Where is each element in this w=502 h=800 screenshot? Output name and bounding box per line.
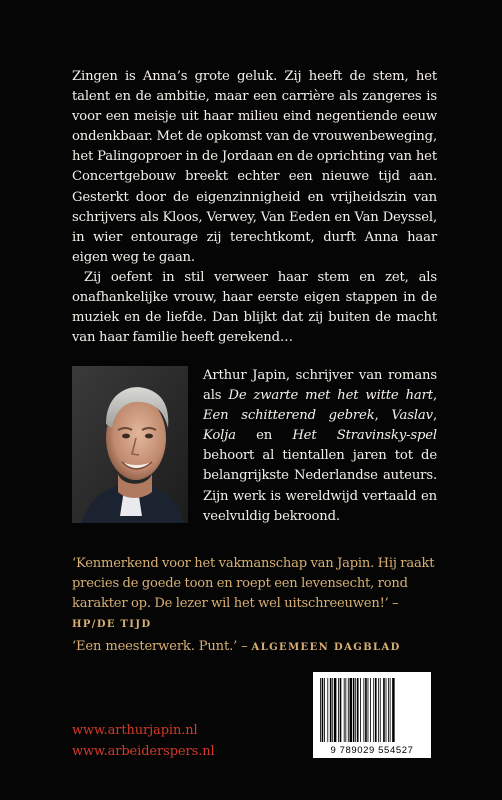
barcode-bar [357, 678, 359, 742]
barcode-bar [390, 678, 391, 742]
author-website-link[interactable]: www.arthurjapin.nl [72, 723, 198, 738]
book-title-1: De zwarte met het witte hart [228, 388, 433, 404]
book-title-3: Vaslav [391, 408, 433, 424]
barcode-bars [320, 678, 395, 742]
barcode-bar [380, 678, 381, 742]
isbn-barcode [313, 672, 431, 758]
isbn-digits: 9 789029 554527 [330, 745, 414, 756]
blurb-paragraph-1: Zingen is Anna’s grote geluk. Zij heeft de stem, het talent en de ambitie, maar een carrière als zangeres is voor een meisje uit haar milieu eind negentiende eeuw ondenkbaar. Met de opkomst van de vrouwenbeweging, het Palingoproer in de Jordaan en de oprichting van het Concertgebouw breekt echter een nieuwe tijd aan. Gesterkt door de eigenzinnigheid en vrijheidszin van schrijvers als Kloos, Verwey, Van Eeden en Van Deyssel, in wier entourage zij terechtkomt, durft Anna haar eigen weg te gaan. [72, 69, 437, 265]
author-bio-end: behoort al tientallen jaren tot de belangrijkste Nederlandse auteurs. Zijn werk is wereldwijd vertaald en veelvuldig bekroond. [203, 448, 437, 524]
barcode-bar [355, 678, 356, 742]
barcode-bar [388, 678, 389, 742]
book-title-4: Kolja [203, 428, 236, 444]
book-title-2: Een schitterend gebrek [203, 408, 375, 424]
blurb-text [72, 67, 437, 348]
barcode-bar [348, 678, 349, 742]
blurb-paragraph-2: Zij oefent in stil verweer haar stem en zet, als onafhankelijke vrouw, haar eerste eigen stappen in de muziek en de liefde. Dan blijkt dat zij buiten de macht van haar familie heeft gerekend… [72, 269, 437, 346]
website-links [72, 720, 215, 762]
barcode-bar [383, 678, 385, 742]
author-bio-start: Arthur Japin, schrijver van romans als [203, 368, 437, 404]
review-quote-1-source: HP/DE TIJD [72, 619, 152, 631]
barcode-bar [340, 678, 342, 742]
barcode-bar [392, 678, 394, 742]
review-quote-1 [72, 554, 438, 635]
barcode-bar [327, 678, 328, 742]
barcode-bar [373, 678, 374, 742]
barcode-bar [363, 678, 364, 742]
review-quote-2-source: ALGEMEEN DAGBLAD [251, 642, 401, 653]
bio-separator-3: , [432, 408, 437, 424]
bio-separator-4: en [235, 428, 293, 444]
publisher-website-link[interactable]: www.arbeiderspers.nl [72, 744, 215, 759]
review-quote-1-dash: – [388, 596, 399, 612]
barcode-bar [350, 678, 352, 742]
bio-separator-2: , [374, 408, 392, 424]
barcode-bar [378, 678, 379, 742]
barcode-bar [330, 678, 332, 742]
book-title-5: Het Stravinsky-spel [292, 428, 437, 444]
barcode-bar [324, 678, 325, 742]
barcode-bar [353, 678, 355, 742]
review-quote-2 [72, 637, 442, 658]
barcode-bar [370, 678, 371, 742]
barcode-bar [322, 678, 324, 742]
barcode-bar [368, 678, 369, 742]
barcode-graphic [313, 672, 431, 758]
review-quote-1-text: ‘Kenmerkend voor het vakmanschap van Japin. Hij raakt precies de goede toon en roept een levensecht, rond karakter op. De lezer wil het wel uitschreeuwen!’ [72, 556, 435, 612]
author-photo [72, 366, 188, 523]
barcode-bar [332, 678, 333, 742]
author-bio [203, 366, 437, 527]
barcode-bar [375, 678, 377, 742]
barcode-bar [365, 678, 367, 742]
barcode-bar [386, 678, 387, 742]
barcode-bar [360, 678, 361, 742]
author-portrait-image [72, 366, 188, 523]
barcode-bar [345, 678, 346, 742]
bio-separator-1: , [432, 388, 437, 404]
barcode-bar [344, 678, 345, 742]
barcode-bar [334, 678, 336, 742]
review-quote-2-text: ‘Een meesterwerk. Punt.’ [72, 639, 238, 654]
review-quote-2-dash: – [237, 639, 252, 654]
barcode-bar [320, 678, 321, 742]
barcode-bar [338, 678, 339, 742]
